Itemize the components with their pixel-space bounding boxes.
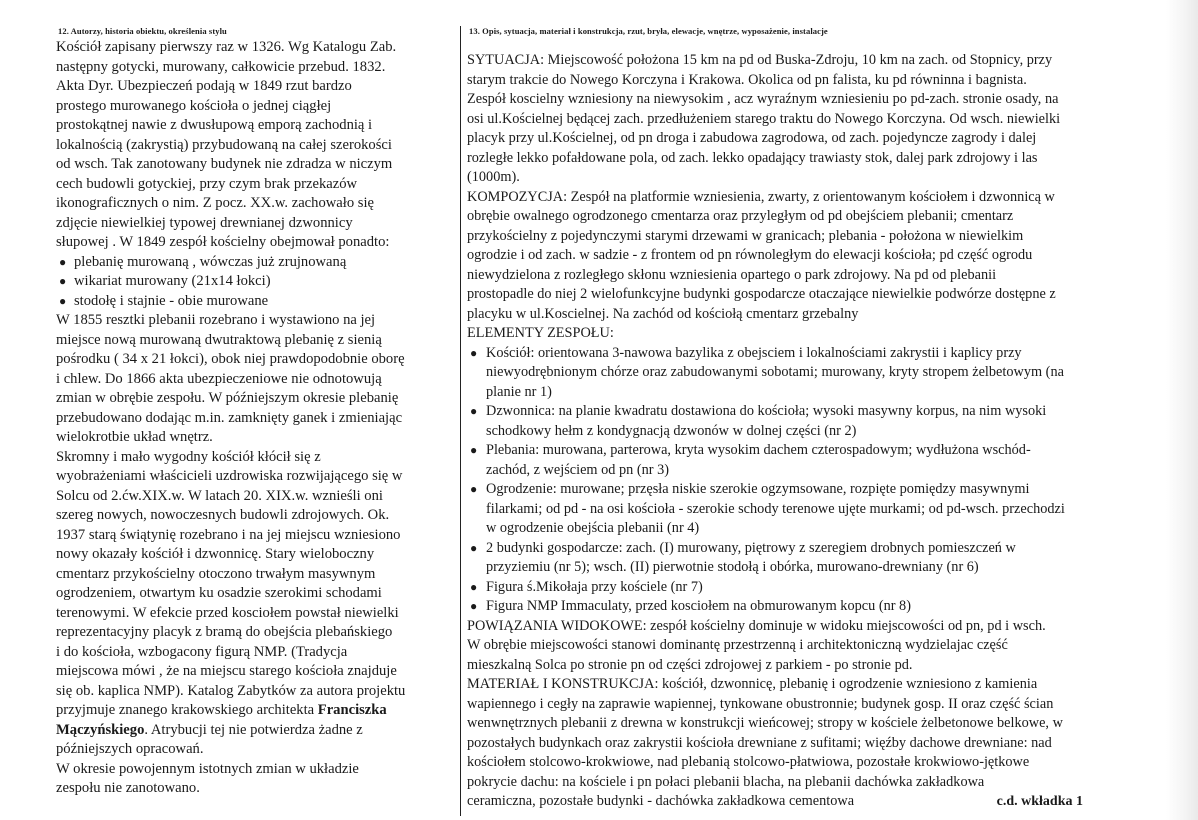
bullet-icon: ● — [470, 482, 478, 496]
right-column-description — [460, 26, 1173, 816]
bullet-icon: ● — [59, 293, 67, 308]
final-line: ceramiczna, pozostałe budynki - dachówka zakładkowa cementowa c.d. wkładka 1 — [467, 792, 1173, 812]
bullet-icon: ● — [470, 540, 478, 555]
bullet-icon: ● — [470, 599, 478, 613]
section-12-header: 12. Autorzy, historia obiektu, określenia stylu — [58, 26, 227, 36]
list-item: ● 2 budynki gospodarcze: zach. (I) murowany, piętrowy z szeregiem drobnych pomieszczeń w przyziemiu (nr 5); wsch. (II) pierwotnie stodołą i obórka, murowano-drewniany (nr 6) — [470, 539, 1016, 575]
bullet-icon: ● — [470, 345, 478, 360]
bullet-icon: ● — [470, 579, 478, 594]
list-item: ● wikariat murowany (21x14 łokci) — [56, 272, 448, 292]
bullet-icon: ● — [59, 274, 67, 288]
list-item: ● Ogrodzenie: murowane; przęsła niskie szerokie ogzymsowane, rozpięte pomiędzy masywnymi filarkami; od pd - na osi kościoła - szerokie schody terenowe ujęte murkami; od pd-wsch. przechodzi w ogrodzenie obejścia plebanii (nr 4) — [470, 481, 1065, 536]
buildings-1849-list — [56, 253, 448, 312]
ensemble-elements-list — [467, 344, 1173, 617]
list-item: ● stodołę i stajnie - obie murowane — [56, 292, 448, 312]
section-13-header: 13. Opis, sytuacja, materiał i konstrukcja, rzut, bryła, elewacje, wnętrze, wyposażenie, instalacje — [469, 26, 828, 36]
list-item: ● Figura NMP Immaculaty, przed kosciołem na obmurowanym kopcu (nr 8) — [467, 597, 1173, 617]
list-item: ● Plebania: murowana, parterowa, kryta wysokim dachem czterospadowym; wydłużona wschód- zachód, z wejściem od pn (nr 3) — [470, 442, 1031, 478]
history-paragraph-1: Kościół zapisany pierwszy raz w 1326. Wg Katalogu Zab. następny gotycki, murowany, całkowicie przebud. 1832. Akta Dyr. Ubezpieczeń podają w 1849 rzut bardzo prostego murowanego kościoła o jednej ciągłej prostokątnej nawie z dwusłupową emporą zachodnią i lokalnością (zakrystią) przybudowaną na całej szerokości od wsch. Tak zanotowany budynek nie zdradza w niczym cech budowli gotyckiej, przy czym brak przekazów ikonograficznych o nim. Z pocz. XX.w. zachowało się zdjęcie niewielkiej typowej drewnianej dzwonnicy słupowej . W 1849 zespół kościelny obejmował ponadto: — [56, 39, 397, 250]
situation-composition-text: SYTUACJA: Miejscowość położona 15 km na pd od Buska-Zdroju, 10 km na zach. od Stopnicy, przy starym trakcie do Nowego Korczyna i Krakowa. Okolica od pn falista, ku pd równinna i bagnista. Zespół koscielny wzniesiony na niewysokim , acz wyraźnym wzniesieniu po pd-zach. stronie osady, na osi ul.Kościelnej będącej zach. przedłużeniem starego traktu do Nowego Korczyna. Od wsch. niewielki placyk przy ul.Kościelnej, od pn droga i zabudowa zagrodowa, od zach. pojedyncze zagrody i dalej rozległe lekko pofałdowane pola, od zach. lekko opadający trawiasty stok, dalej park zdrojowy i las (1000m). KOMPOZYCJA: Zespół na platformie wzniesienia, zwarty, z orientowanym kościołem i dzwonnicą w obrębie owalnego ogrodzonego cmentarza oraz przyległym od pd obejściem plebanii; cmentarz przykościelny z pojedynczymi starymi drzewami w granicach; plebania - położona w niewielkim ogrodzie i od zach. w sadzie - z frontem od pn równoległym do elewacji kościoła; pd część ogrodu niewydzielona z rozległego skłonu wzniesienia opartego o park zdrojowy. Na pd od plebanii prostopadle do niej 2 wielofunkcyjne budynki gospodarcze otaczające niewielkie podwórze dostępne z placyku w ul.Koscielnej. Na zachód od kościołą cmentarz grzebalny ELEMENTY ZESPOŁU: — [467, 52, 1061, 341]
continuation-note: c.d. wkładka 1 — [996, 794, 1083, 809]
bullet-icon: ● — [470, 404, 478, 418]
list-item: ● Dzwonnica: na planie kwadratu dostawiona do kościoła; wysoki masywny korpus, na nim wysoki schodkowy hełm z kondygnacją dzwonów w dolnej części (nr 2) — [470, 403, 1047, 439]
list-item: ● Kościół: orientowana 3-nawowa bazylika z obejsciem i lokalnościami zakrystii i kaplicy przy niewyodrębnionym chórze oraz zabudowanymi sobotami; murowany, kryty stropem żelbetowym (na planie nr 1) — [470, 344, 1064, 400]
architect-name: Franciszka Mączyńskiego — [56, 702, 387, 738]
list-item: ● Figura ś.Mikołaja przy kościele (nr 7) — [467, 578, 1173, 598]
bullet-icon: ● — [59, 254, 67, 269]
bullet-icon: ● — [470, 443, 478, 457]
list-item: ● plebanię murowaną , wówczas już zrujnowaną — [56, 253, 448, 273]
views-material-text: POWIĄZANIA WIDOKOWE: zespół kościelny dominuje w widoku miejscowości od pn, pd i wsch. W obrębie miejscowości stanowi dominantę przestrzenną i architektoniczną wydzielajac część mieszkalną Solca po stronie pn od części zdrojowej z parkiem - po stronie pd. MATERIAŁ I KONSTRUKCJA: kościół, dzwonnicę, plebanię i ogrodzenie wzniesiono z kamienia wapiennego i cegły na zaprawie wapiennej, tynkowane obustronnie; budynek gosp. II oraz część ścian wenwnętrznych plebanii z drewna w konstrukcji wieńcowej; stropy w kościele żelbetonowe belkowe, w pozostałych budynkach oraz zakrystii kościoła drewniane z sufitami; więźby dachowe drewniane: nad kościołem stolcowo-krokwiowe, nad plebanią stolcowo-płatwiowa, pozostałe krokwiowo-jętkowe pokrycie dachu: na kościele i pn połaci plebanii blacha, na plebanii dachówka zakładkowa — [467, 617, 1063, 790]
history-paragraph-2: W 1855 resztki plebanii rozebrano i wystawiono na jej miejsce nową murowaną dwutraktową plebanię z sienią pośrodku ( 34 x 21 łokci), obok niej prawdopodobnie oborę i chlew. Do 1866 akta ubezpieczeniowe nie odnotowują zmian w obrębie zespołu. W późniejszym okresie plebanię przebudowano dodając m.in. zamknięty ganek i zmieniając wielokrotbie układ wnętrz. Skromny i mało wygodny kościół kłócił się z wyobrażeniami właścicieli uzdrowiska rozwijającego się w Solcu od 2.ćw.XIX.w. W latach 20. XIX.w. wznieśli oni szereg nowych, nowoczesnych budowli zdrojowych. Ok. 1937 starą świątynię rozebrano i na jej miejscu wzniesiono nowy okazały kościół i dzwonnicę. Stary wieloboczny cmentarz przykościelny otoczono trwałym masywnym ogrodzeniem, otwartym ku osadzie szerokimi schodami terenowymi. W efekcie przed kosciołem powstał niewielki reprezentacyjny placyk z bramą do obejścia plebańskiego i do kościoła, wzbogacony figurą NMP. (Tradycja miejscowa mówi , że na miejscu starego kościoła znajduje się ob. kaplica NMP). Katalog Zabytków za autora projektu przyjmuje znanego krakowskiego architekta Franciszka Mączyńskiego. Atrybucji tej nie potwierdza żadne z późniejszych opracowań. W okresie powojennym istotnych zmian w układzie zespołu nie zanotowano. — [56, 312, 406, 796]
left-column-history — [56, 26, 456, 816]
scan-edge-shadow — [1166, 0, 1198, 820]
